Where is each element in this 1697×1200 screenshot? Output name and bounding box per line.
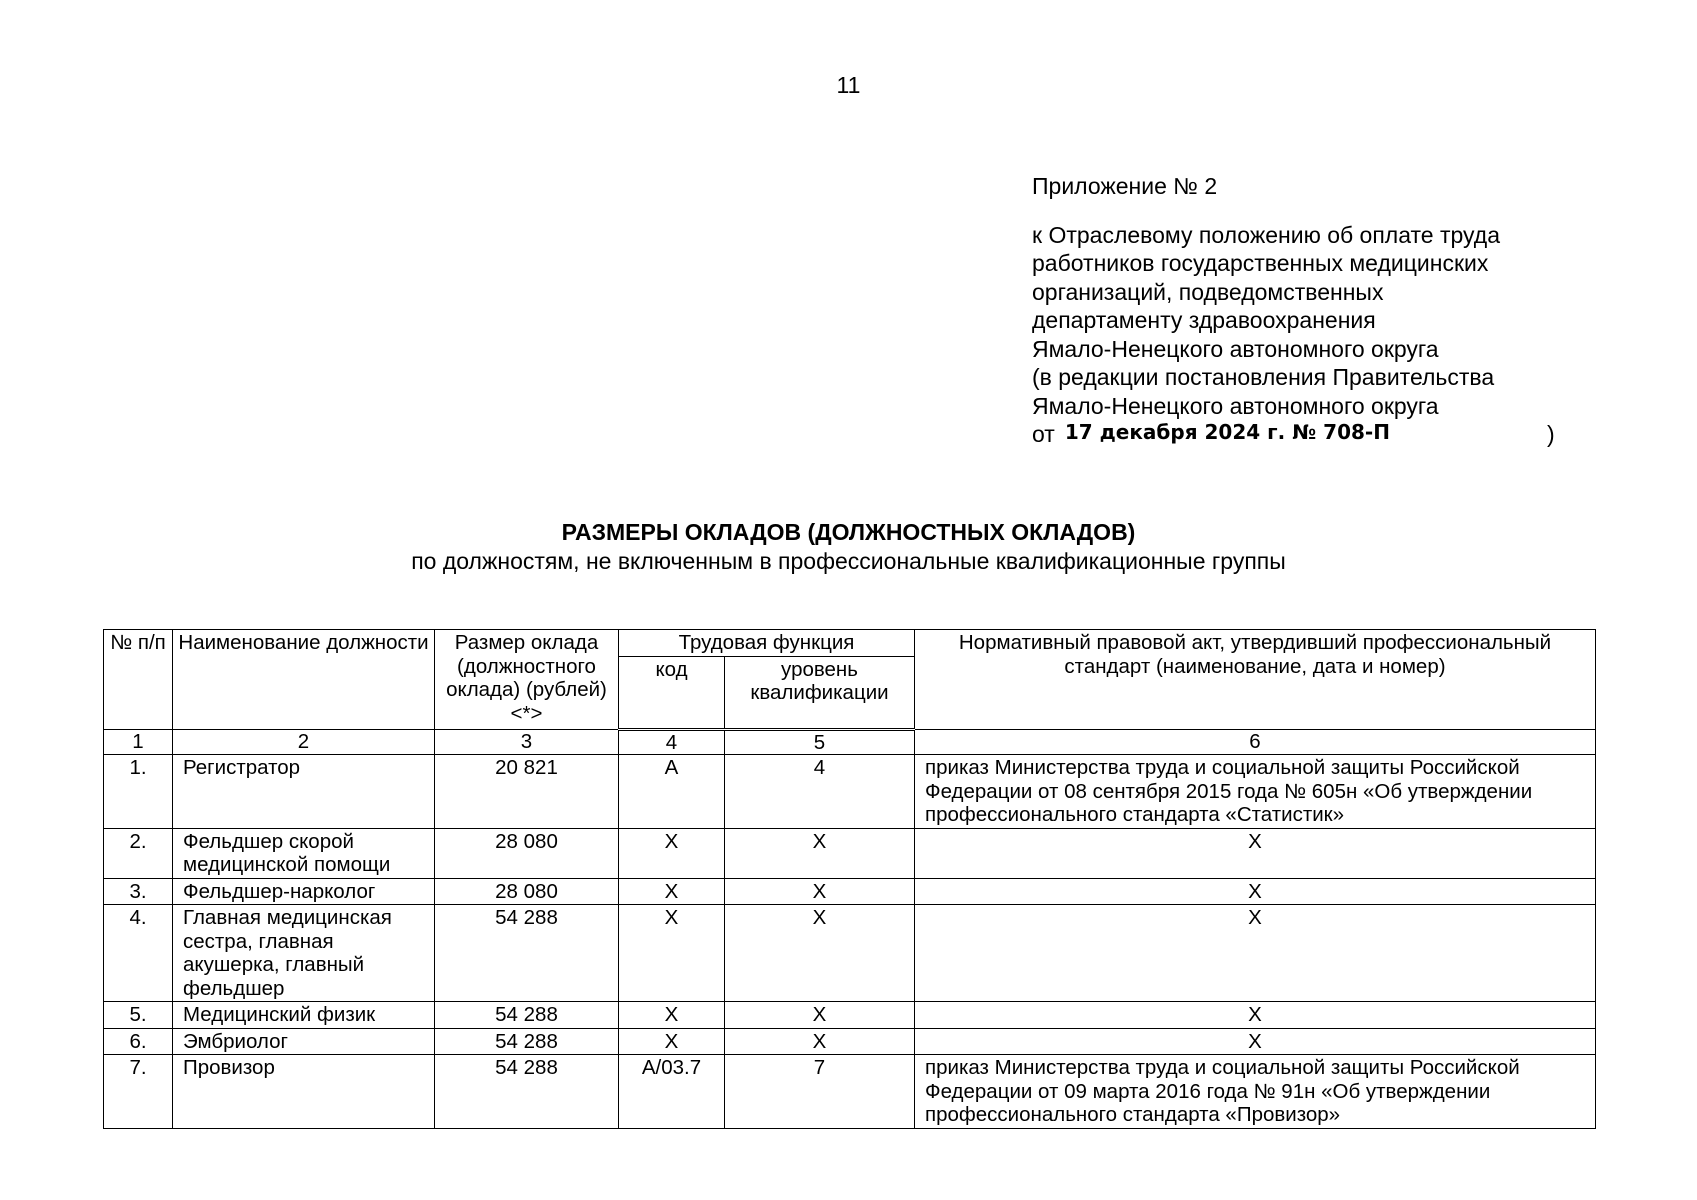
row-level: Х [725, 828, 915, 878]
appendix-line: организаций, подведомственных [1032, 278, 1384, 305]
row-num: 6. [104, 1028, 173, 1055]
column-number: 5 [725, 729, 915, 755]
row-num: 5. [104, 1002, 173, 1029]
column-number: 3 [435, 729, 619, 755]
row-level: 7 [725, 1055, 915, 1129]
column-number: 4 [619, 729, 725, 755]
header-labor-function: Трудовая функция [619, 630, 915, 657]
row-salary: 54 288 [435, 1055, 619, 1129]
row-code: А [619, 755, 725, 829]
row-act: Х [915, 878, 1596, 905]
row-num: 1. [104, 755, 173, 829]
row-position: Медицинский физик [173, 1002, 435, 1029]
column-number: 6 [915, 729, 1596, 755]
row-level: 4 [725, 755, 915, 829]
row-salary: 54 288 [435, 1002, 619, 1029]
row-salary: 20 821 [435, 755, 619, 829]
row-num: 3. [104, 878, 173, 905]
header-act: Нормативный правовой акт, утвердивший профессиональный стандарт (наименование, дата и номер) [915, 630, 1596, 730]
row-salary: 54 288 [435, 1028, 619, 1055]
row-code: Х [619, 828, 725, 878]
table-row [104, 1055, 1596, 1129]
salary-table [103, 629, 1596, 1129]
appendix-closing-paren: ) [1547, 421, 1555, 447]
row-code: Х [619, 1002, 725, 1029]
row-act: Х [915, 828, 1596, 878]
table-row [104, 828, 1596, 878]
row-num: 4. [104, 905, 173, 1002]
appendix-line: (в редакции постановления Правительства [1032, 364, 1495, 390]
column-number-row [104, 729, 1596, 755]
appendix-date-line [1032, 420, 1592, 450]
row-code: Х [619, 905, 725, 1002]
table-row [104, 755, 1596, 829]
appendix-line: к Отраслевому положению об оплате труда [1032, 221, 1500, 248]
row-level: Х [725, 1002, 915, 1029]
row-num: 2. [104, 828, 173, 878]
row-act: приказ Министерства труда и социальной защиты Российской Федерации от 08 сентября 2015 года № 605н «Об утверждении профессионального стандарта «Статистик» [915, 755, 1596, 829]
row-position: Фельдшер-нарколог [173, 878, 435, 905]
row-position: Фельдшер скорой медицинской помощи [173, 828, 435, 878]
table-row [104, 1028, 1596, 1055]
row-act: Х [915, 1002, 1596, 1029]
appendix-line: Ямало-Ненецкого автономного округа [1032, 392, 1439, 419]
row-code: Х [619, 1028, 725, 1055]
row-act: приказ Министерства труда и социальной защиты Российской Федерации от 09 марта 2016 года № 91н «Об утверждении профессионального стандарта «Провизор» [915, 1055, 1596, 1129]
header-position: Наименование должности [173, 630, 435, 730]
appendix-line: департаменту здравоохранения [1032, 307, 1376, 333]
row-act: Х [915, 1028, 1596, 1055]
row-code: А/03.7 [619, 1055, 725, 1129]
appendix-line: Ямало-Ненецкого автономного округа [1032, 335, 1439, 362]
row-code: Х [619, 878, 725, 905]
header-level: уровень квалификации [725, 656, 915, 729]
appendix-title: Приложение № 2 [1032, 173, 1218, 199]
header-num: № п/п [104, 630, 173, 730]
column-number: 1 [104, 729, 173, 755]
table-row [104, 878, 1596, 905]
row-salary: 28 080 [435, 878, 619, 905]
header-salary: Размер оклада (должностного оклада) (рублей) <*> [435, 630, 619, 730]
row-position: Регистратор [173, 755, 435, 829]
row-position: Провизор [173, 1055, 435, 1129]
table-row [104, 905, 1596, 1002]
table-header-row [104, 630, 1596, 657]
row-level: Х [725, 1028, 915, 1055]
table-row [104, 1002, 1596, 1029]
row-level: Х [725, 878, 915, 905]
column-number: 2 [173, 729, 435, 755]
row-act: Х [915, 905, 1596, 1002]
appendix-block [1032, 172, 1592, 450]
row-salary: 54 288 [435, 905, 619, 1002]
appendix-from-label: от [1032, 421, 1055, 447]
row-position: Эмбриолог [173, 1028, 435, 1055]
document-subtitle: по должностям, не включенным в профессиональные квалификационные группы [411, 548, 1286, 574]
document-title: РАЗМЕРЫ ОКЛАДОВ (ДОЛЖНОСТНЫХ ОКЛАДОВ) [561, 519, 1136, 545]
row-level: Х [725, 905, 915, 1002]
appendix-line: работников государственных медицинских [1032, 250, 1489, 276]
page-number: 11 [836, 72, 861, 98]
header-code: код [619, 656, 725, 729]
row-position: Главная медицинская сестра, главная акушерка, главный фельдшер [173, 905, 435, 1002]
appendix-date-number: 17 декабря 2024 г. № 708-П [1064, 420, 1390, 444]
row-salary: 28 080 [435, 828, 619, 878]
row-num: 7. [104, 1055, 173, 1129]
